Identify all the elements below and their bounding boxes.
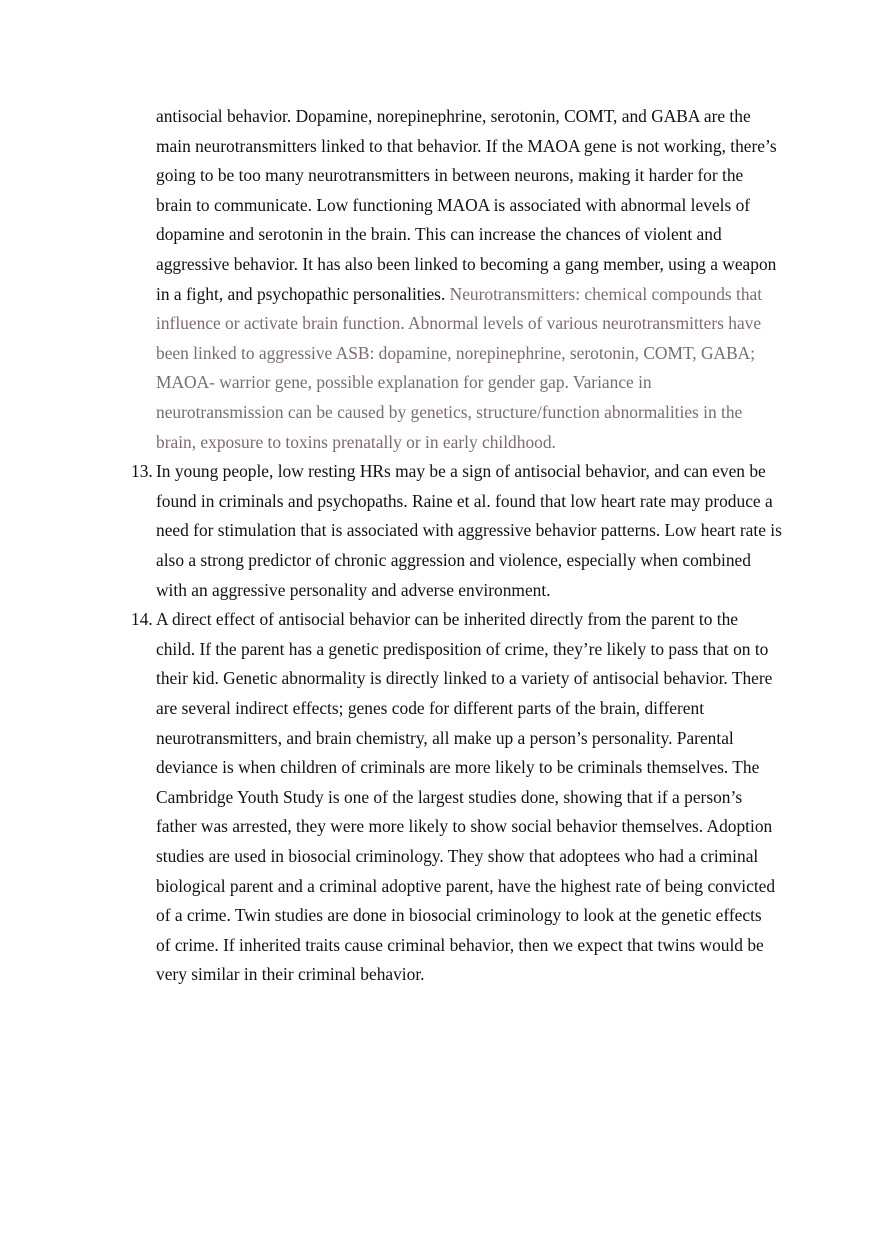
text-line: neurotransmitters, and brain chemistry, all make up a person’s personality. Parental [156, 727, 734, 748]
list-number: 13. [131, 461, 153, 482]
text-black: in a fight, and psychopathic personalities. [156, 283, 450, 304]
text-line: brain to communicate. Low functioning MAOA is associated with abnormal levels of [156, 194, 751, 215]
annotation-note-line: influence or activate brain function. Abnormal levels of various neurotransmitters have [156, 313, 762, 334]
text-line: going to be too many neurotransmitters in between neurons, making it harder for the [156, 165, 744, 186]
text-line: dopamine and serotonin in the brain. This can increase the chances of violent and [156, 224, 722, 245]
text-line: of crime. If inherited traits cause criminal behavior, then we expect that twins would be [156, 934, 764, 955]
text-line: main neurotransmitters linked to that behavior. If the MAOA gene is not working, there’s [156, 135, 777, 156]
text-line: are several indirect effects; genes code for different parts of the brain, different [156, 698, 705, 718]
text-line [156, 279, 762, 309]
annotation-note-line: been linked to aggressive ASB: dopamine, norepinephrine, serotonin, COMT, GABA; [156, 342, 756, 363]
text-line: aggressive behavior. It has also been linked to becoming a gang member, using a weapon [156, 254, 777, 274]
text-line: antisocial behavior. Dopamine, norepinephrine, serotonin, COMT, and GABA are the [156, 106, 751, 126]
text-line: with an aggressive personality and adverse environment. [156, 579, 551, 600]
annotation-note-line: brain, exposure to toxins prenatally or in early childhood. [156, 431, 556, 452]
text-line: Cambridge Youth Study is one of the largest studies done, showing that if a person’s [156, 786, 743, 807]
text-line: found in criminals and psychopaths. Raine et al. found that low heart rate may produce a [156, 490, 773, 511]
text-line: studies are used in biosocial criminology. They show that adoptees who had a criminal [156, 846, 759, 866]
list-number: 14. [131, 609, 153, 630]
text-line: also a strong predictor of chronic aggression and violence, especially when combined [156, 550, 751, 570]
text-line: biological parent and a criminal adoptive parent, have the highest rate of being convicted [156, 875, 776, 896]
text-line: need for stimulation that is associated with aggressive behavior patterns. Low heart rate is [156, 520, 782, 541]
text-line: of a crime. Twin studies are done in biosocial criminology to look at the genetic effects [156, 905, 762, 926]
text-line: father was arrested, they were more likely to show social behavior themselves. Adoption [156, 816, 773, 837]
annotation-note-line: MAOA- warrior gene, possible explanation for gender gap. Variance in [156, 372, 652, 393]
annotation-note: Neurotransmitters: chemical compounds that [449, 283, 763, 304]
text-line: deviance is when children of criminals are more likely to be criminals themselves. The [156, 757, 760, 778]
text-line: very similar in their criminal behavior. [156, 964, 425, 985]
annotation-note-line: neurotransmission can be caused by genetics, structure/function abnormalities in the [156, 402, 743, 422]
text-line: A direct effect of antisocial behavior can be inherited directly from the parent to the [156, 609, 739, 630]
text-line: their kid. Genetic abnormality is directly linked to a variety of antisocial behavior. There [156, 668, 773, 689]
text-line: In young people, low resting HRs may be a sign of antisocial behavior, and can even be [156, 461, 766, 482]
text-line: child. If the parent has a genetic predisposition of crime, they’re likely to pass that on to [156, 638, 769, 659]
